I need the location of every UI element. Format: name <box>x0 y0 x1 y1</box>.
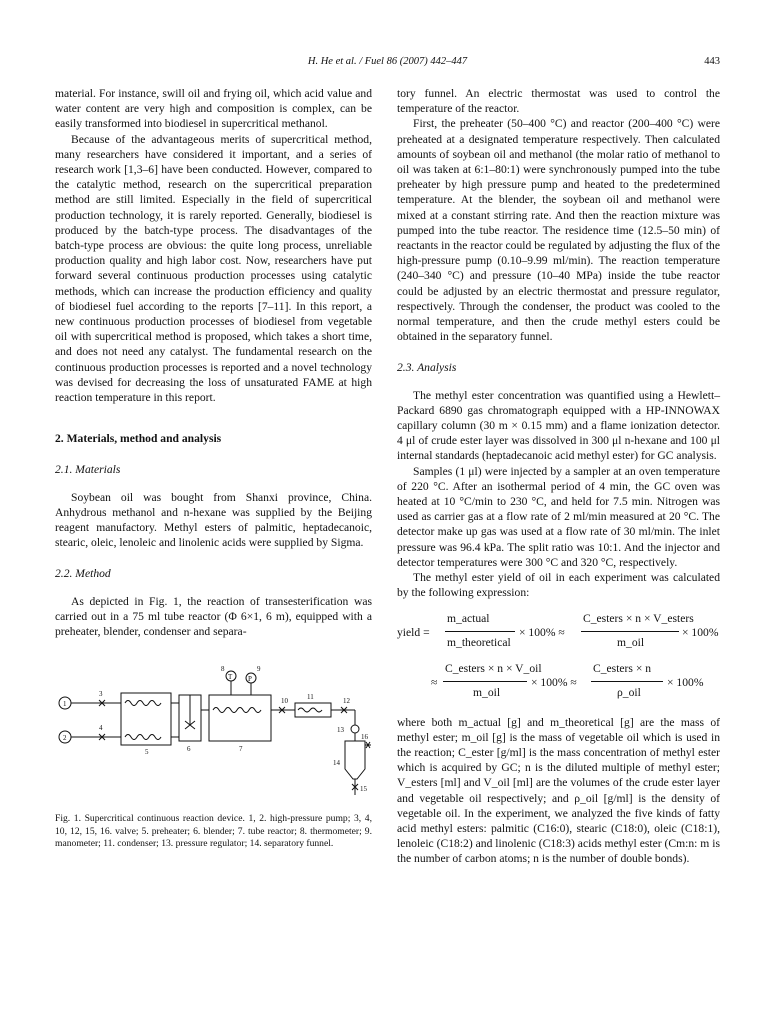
eq-den3: m_oil <box>473 685 501 699</box>
fraction-bar <box>591 681 663 682</box>
eq-pct4: × 100% <box>667 675 704 689</box>
yield-equation <box>397 611 720 705</box>
eq-den1: m_theoretical <box>447 635 511 649</box>
thermometer-T: T <box>228 673 233 682</box>
label-7: 7 <box>239 745 243 754</box>
running-header <box>55 56 720 72</box>
paragraph: The methyl ester concentration was quantified using a Hewlett–Packard 6890 gas chromatograph equipped with a HP-INNOWAX capillary column (30 m × 0.15 mm) and a flame ionization detector. 4 μl of crude ester layer was dissolved in 300 μl n-hexane and 100 μl internal standards (heptadecanoic acid methyl ester) for GC analysis. <box>397 388 720 463</box>
label-8: 8 <box>221 665 225 674</box>
eq-num2: C_esters × n × V_esters <box>583 611 694 625</box>
label-12: 12 <box>343 697 350 706</box>
paragraph: Samples (1 μl) were injected by a sampler at an oven temperature of 220 °C. After an isothermal period of 4 min, the GC oven was heated at 10 °C/min to 230 °C, and held for 7.5 min. Nitrogen was used as carrier gas at a flow rate of 2 ml/min measured at 20 °C. The detector make up gas was used at a flow rate of 30 ml/min. The inlet pressure was 96.4 kPa. The split ratio was 10:1. And the injector and detector temperatures were 300 °C and 320 °C, respectively. <box>397 464 720 569</box>
eq-den4: ρ_oil <box>617 685 641 699</box>
eq-den2: m_oil <box>617 635 645 649</box>
left-column <box>55 86 372 851</box>
tube-reactor-7-icon <box>209 695 271 741</box>
label-6: 6 <box>187 745 191 754</box>
label-15: 15 <box>360 785 367 794</box>
journal-citation: H. He et al. / Fuel 86 (2007) 442–447 <box>307 56 468 67</box>
label-1: 1 <box>63 700 67 709</box>
figure-caption: Fig. 1. Supercritical continuous reaction device. 1, 2. high-pressure pump; 3, 4, 10, 12, 15, 16. valve; 5. preheater; 6. blender; 7. tube reactor; 8. thermometer; 9. manometer; 11. condenser; 13. pressure regulator; 14. separatory funnel. <box>55 813 372 850</box>
label-9: 9 <box>257 665 261 674</box>
fraction-bar <box>443 681 527 682</box>
label-5: 5 <box>145 748 149 757</box>
paragraph: Soybean oil was bought from Shanxi province, China. Anhydrous methanol and n-hexane was supplied by the Beijing reagent manufactory. Methyl esters of palmitic, heptadecanoic, stearic, oleic, lenoleic and linolenic acids were supplied by Sigma. <box>55 490 372 550</box>
pressure-regulator-13-icon <box>351 725 359 733</box>
paragraph: Because of the advantageous merits of supercritical method, many researchers have considered it important, and a series of research work [1,3–6] have been conducted. However, compared to the catalytic method, research on the supercritical preparation method are still limited. Especially in the field of supercritical production technology, it is rarely reported. Generally, biodiesel is produced by the batch-type process. The disadvantages of the batch-type process are obvious: the quite long process, unreliable production quality and high labor cost. Now, researchers have put forward several continuous production processes using catalytic methods, which can increase the production efficiency and quality of biodiesel fuel according to the reports [7–11]. In this report, a new continuous production processes of biodiesel from vegetable oil with supercritical method is proposed, which takes a short time, and does not need any catalyst. The fundamental research on the continuous production processes is reported and a novel technology was devised for decreasing the loss of unsaturated FAME at high reaction temperature in this report. <box>55 132 372 405</box>
separatory-funnel-14-icon <box>345 741 365 779</box>
condenser-11-icon <box>295 703 331 717</box>
eq-pct3: × 100% ≈ <box>531 675 577 689</box>
paragraph: As depicted in Fig. 1, the reaction of transesterification was carried out in a 75 ml tube reactor (Φ 6×1, 6 m), equipped with a preheater, blender, condenser and separa- <box>55 594 372 639</box>
page-number: 443 <box>704 56 720 67</box>
eq-pct2: × 100% <box>682 625 719 639</box>
paragraph: material. For instance, swill oil and frying oil, which acid value and water content are very high and composition is complex, can be easily transformed into biodiesel in supercritical methanol. <box>55 87 372 131</box>
apparatus-diagram <box>55 665 372 805</box>
paragraph: where both m_actual [g] and m_theoretical [g] are the mass of methyl ester; m_oil [g] is the mass of vegetable oil which is used in the reaction; C_ester [g/ml] is the mass concentration of methyl ester which is acquired by GC; n is the diluted multiple of methyl ester; V_esters [ml] and V_oil [ml] are the volumes of the crude ester layer and vegetable oil respectively; and ρ_oil [g/ml] is the density of vegetable oil. In the experiment, we analyzed the five kinds of fatty acid methyl esters: palmitic (C16:0), stearic (C18:0), oleic (C18:1), lenoleic (C18:2) and linolenic (C18:3) acids methyl ester (Cm:n: m is the number of carbon atoms; n is the number of double bonds). <box>397 715 720 866</box>
eq-lhs: yield = <box>397 625 430 639</box>
label-4: 4 <box>99 724 103 733</box>
eq-num3: C_esters × n × V_oil <box>445 661 542 675</box>
label-10: 10 <box>281 697 288 706</box>
label-3: 3 <box>99 690 103 699</box>
subsection-heading: 2.2. Method <box>55 567 111 581</box>
manometer-P: P <box>248 675 252 684</box>
fraction-bar <box>581 631 679 632</box>
figure-1 <box>55 665 372 850</box>
eq-pct1: × 100% ≈ <box>519 625 565 639</box>
paragraph: The methyl ester yield of oil in each experiment was calculated by the following expression: <box>397 571 720 600</box>
section-heading: 2. Materials, method and analysis <box>55 432 222 446</box>
eq-num1: m_actual <box>447 611 490 625</box>
paragraph: tory funnel. An electric thermostat was used to control the temperature of the reactor. <box>397 87 720 116</box>
eq-approx: ≈ <box>431 675 438 689</box>
label-11: 11 <box>307 693 314 702</box>
eq-num4: C_esters × n <box>593 661 652 675</box>
right-column <box>397 86 720 867</box>
subsection-heading: 2.1. Materials <box>55 463 121 477</box>
label-14: 14 <box>333 759 340 768</box>
paragraph: First, the preheater (50–400 °C) and reactor (200–400 °C) were preheated at a designated temperature respectively. Then calculated amounts of soybean oil and methanol (the molar ratio of methanol to oil was taken at 6:1–80:1) were synchronously pumped into the tube preheater by high pressure pump and heated to the predetermined temperature. At the blender, the soybean oil and methanol were mixed at a constant stirring rate. And then the reaction mixture was pumped into the tube reactor. The residence time (12.5–50 min) of reactants in the reactor could be regulated by adjusting the flux of the high-pressure pump (0.10–9.99 ml/min). The reaction temperature (240–340 °C) and pressure (10–40 MPa) inside the tube reactor could be adjusted by an electric thermostat and pressure regulator, respectively. Through the condenser, the product was cooled to the normal temperature, and then the crude methyl esters could be obtained in the separatory funnel. <box>397 117 720 344</box>
label-16: 16 <box>361 733 368 742</box>
subsection-heading: 2.3. Analysis <box>397 361 457 375</box>
fraction-bar <box>445 631 515 632</box>
label-13: 13 <box>337 726 344 735</box>
label-2: 2 <box>63 734 67 743</box>
